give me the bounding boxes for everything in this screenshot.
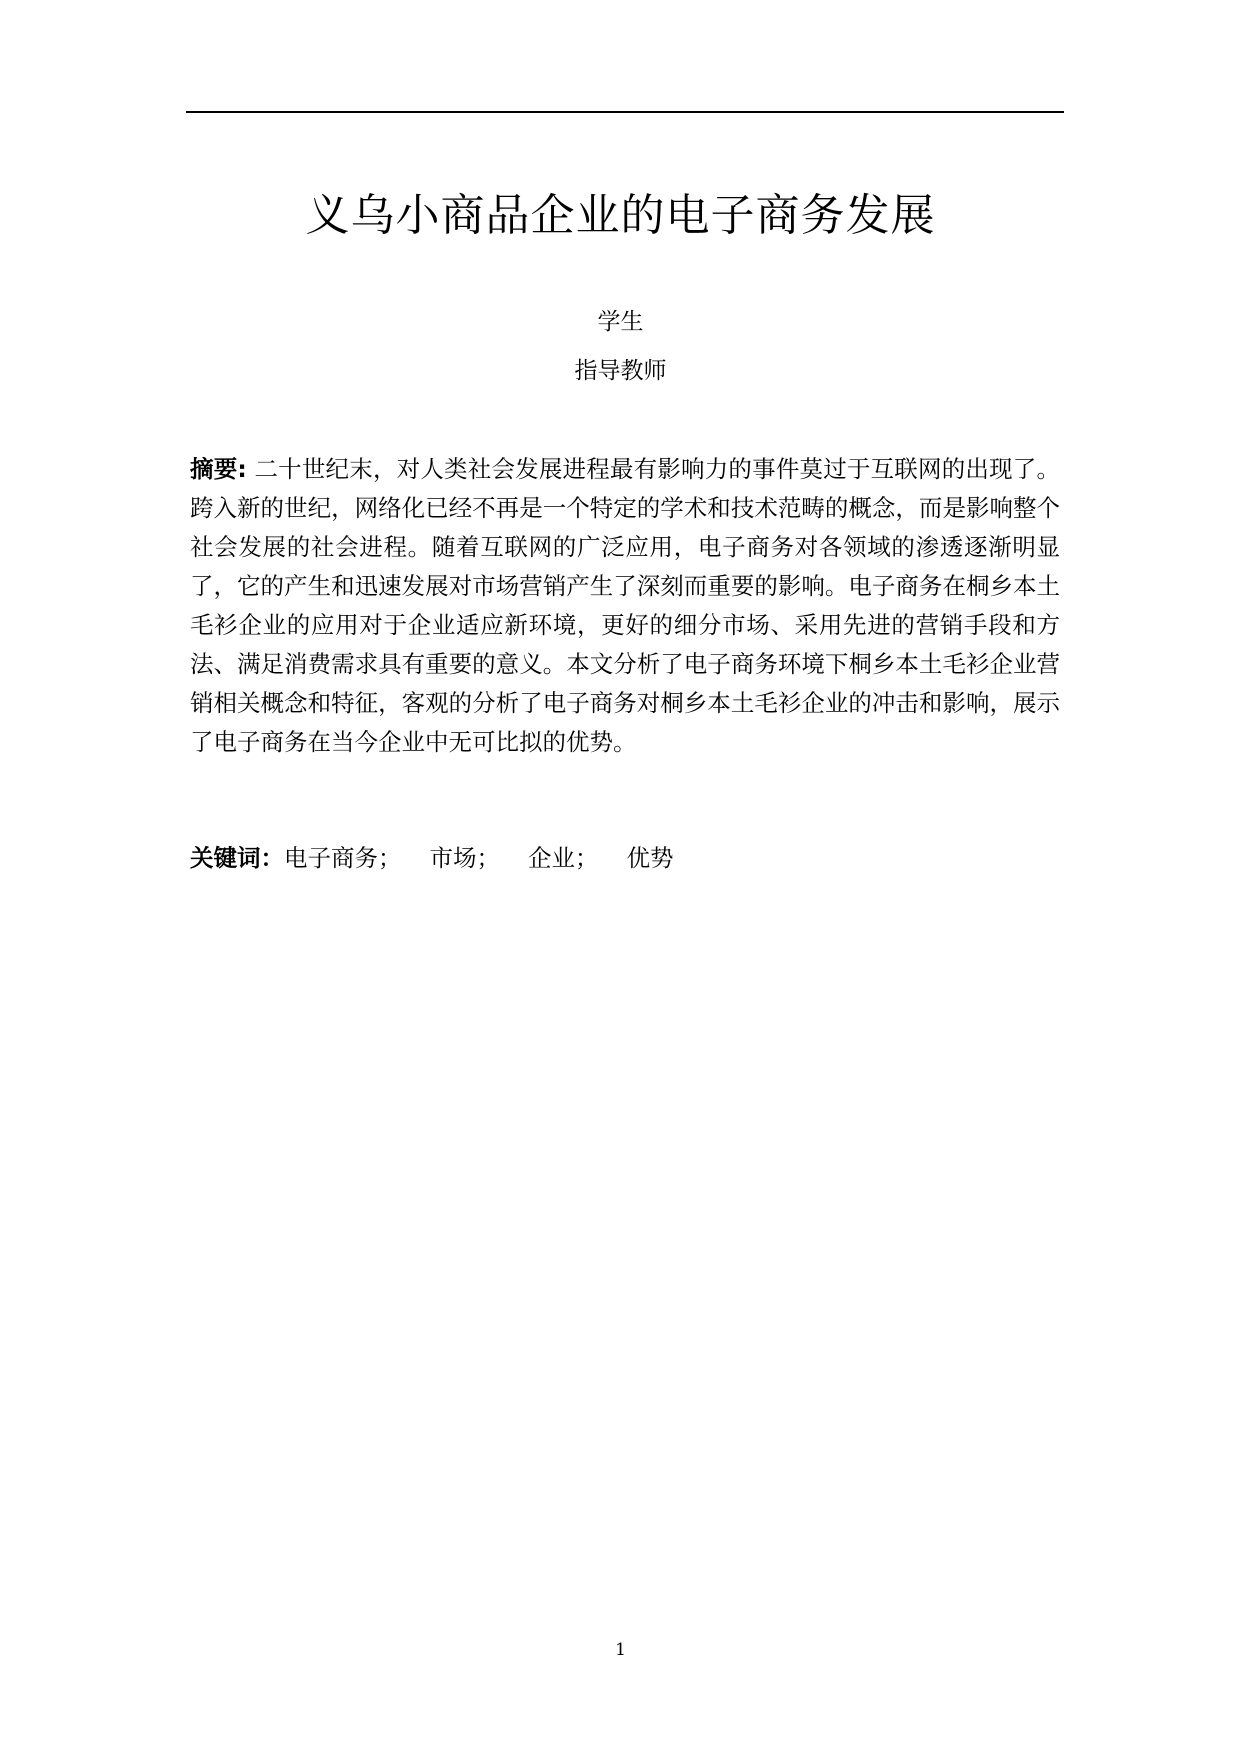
abstract-text: 二十世纪末，对人类社会发展进程最有影响力的事件莫过于互联网的出现了。跨入新的世纪，网络化已经不再是一个特定的学术和技术范畴的概念，而是影响整个社会发展的社会进程。随着互联网的广泛应用，电子商务对各领域的渗透逐渐明显了，它的产生和迅速发展对市场营销产生了深刻而重要的影响。电子商务在桐乡本土毛衫企业的应用对于企业适应新环境，更好的细分市场、采用先进的营销手段和方法、满足消费需求具有重要的意义。本文分析了电子商务环境下桐乡本土毛衫企业营销相关概念和特征，客观的分析了电子商务对桐乡本土毛衫企业的冲击和影响，展示了电子商务在当今企业中无可比拟的优势。 <box>190 455 1060 756</box>
header-rule <box>186 111 1064 113</box>
keyword: 电子商务； <box>284 844 402 872</box>
student-line: 学生 <box>597 309 644 335</box>
keyword: 企业； <box>528 844 599 872</box>
page-number: 1 <box>615 1640 626 1660</box>
keyword: 优势 <box>626 844 674 872</box>
keywords-line <box>190 839 1060 878</box>
abstract-paragraph <box>190 450 1060 762</box>
keyword: 市场； <box>429 844 500 872</box>
advisor-line: 指导教师 <box>574 358 667 384</box>
document-title: 义乌小商品企业的电子商务发展 <box>305 190 936 241</box>
keywords-label: 关键词： <box>190 844 284 872</box>
abstract-label: 摘要: <box>190 455 247 483</box>
